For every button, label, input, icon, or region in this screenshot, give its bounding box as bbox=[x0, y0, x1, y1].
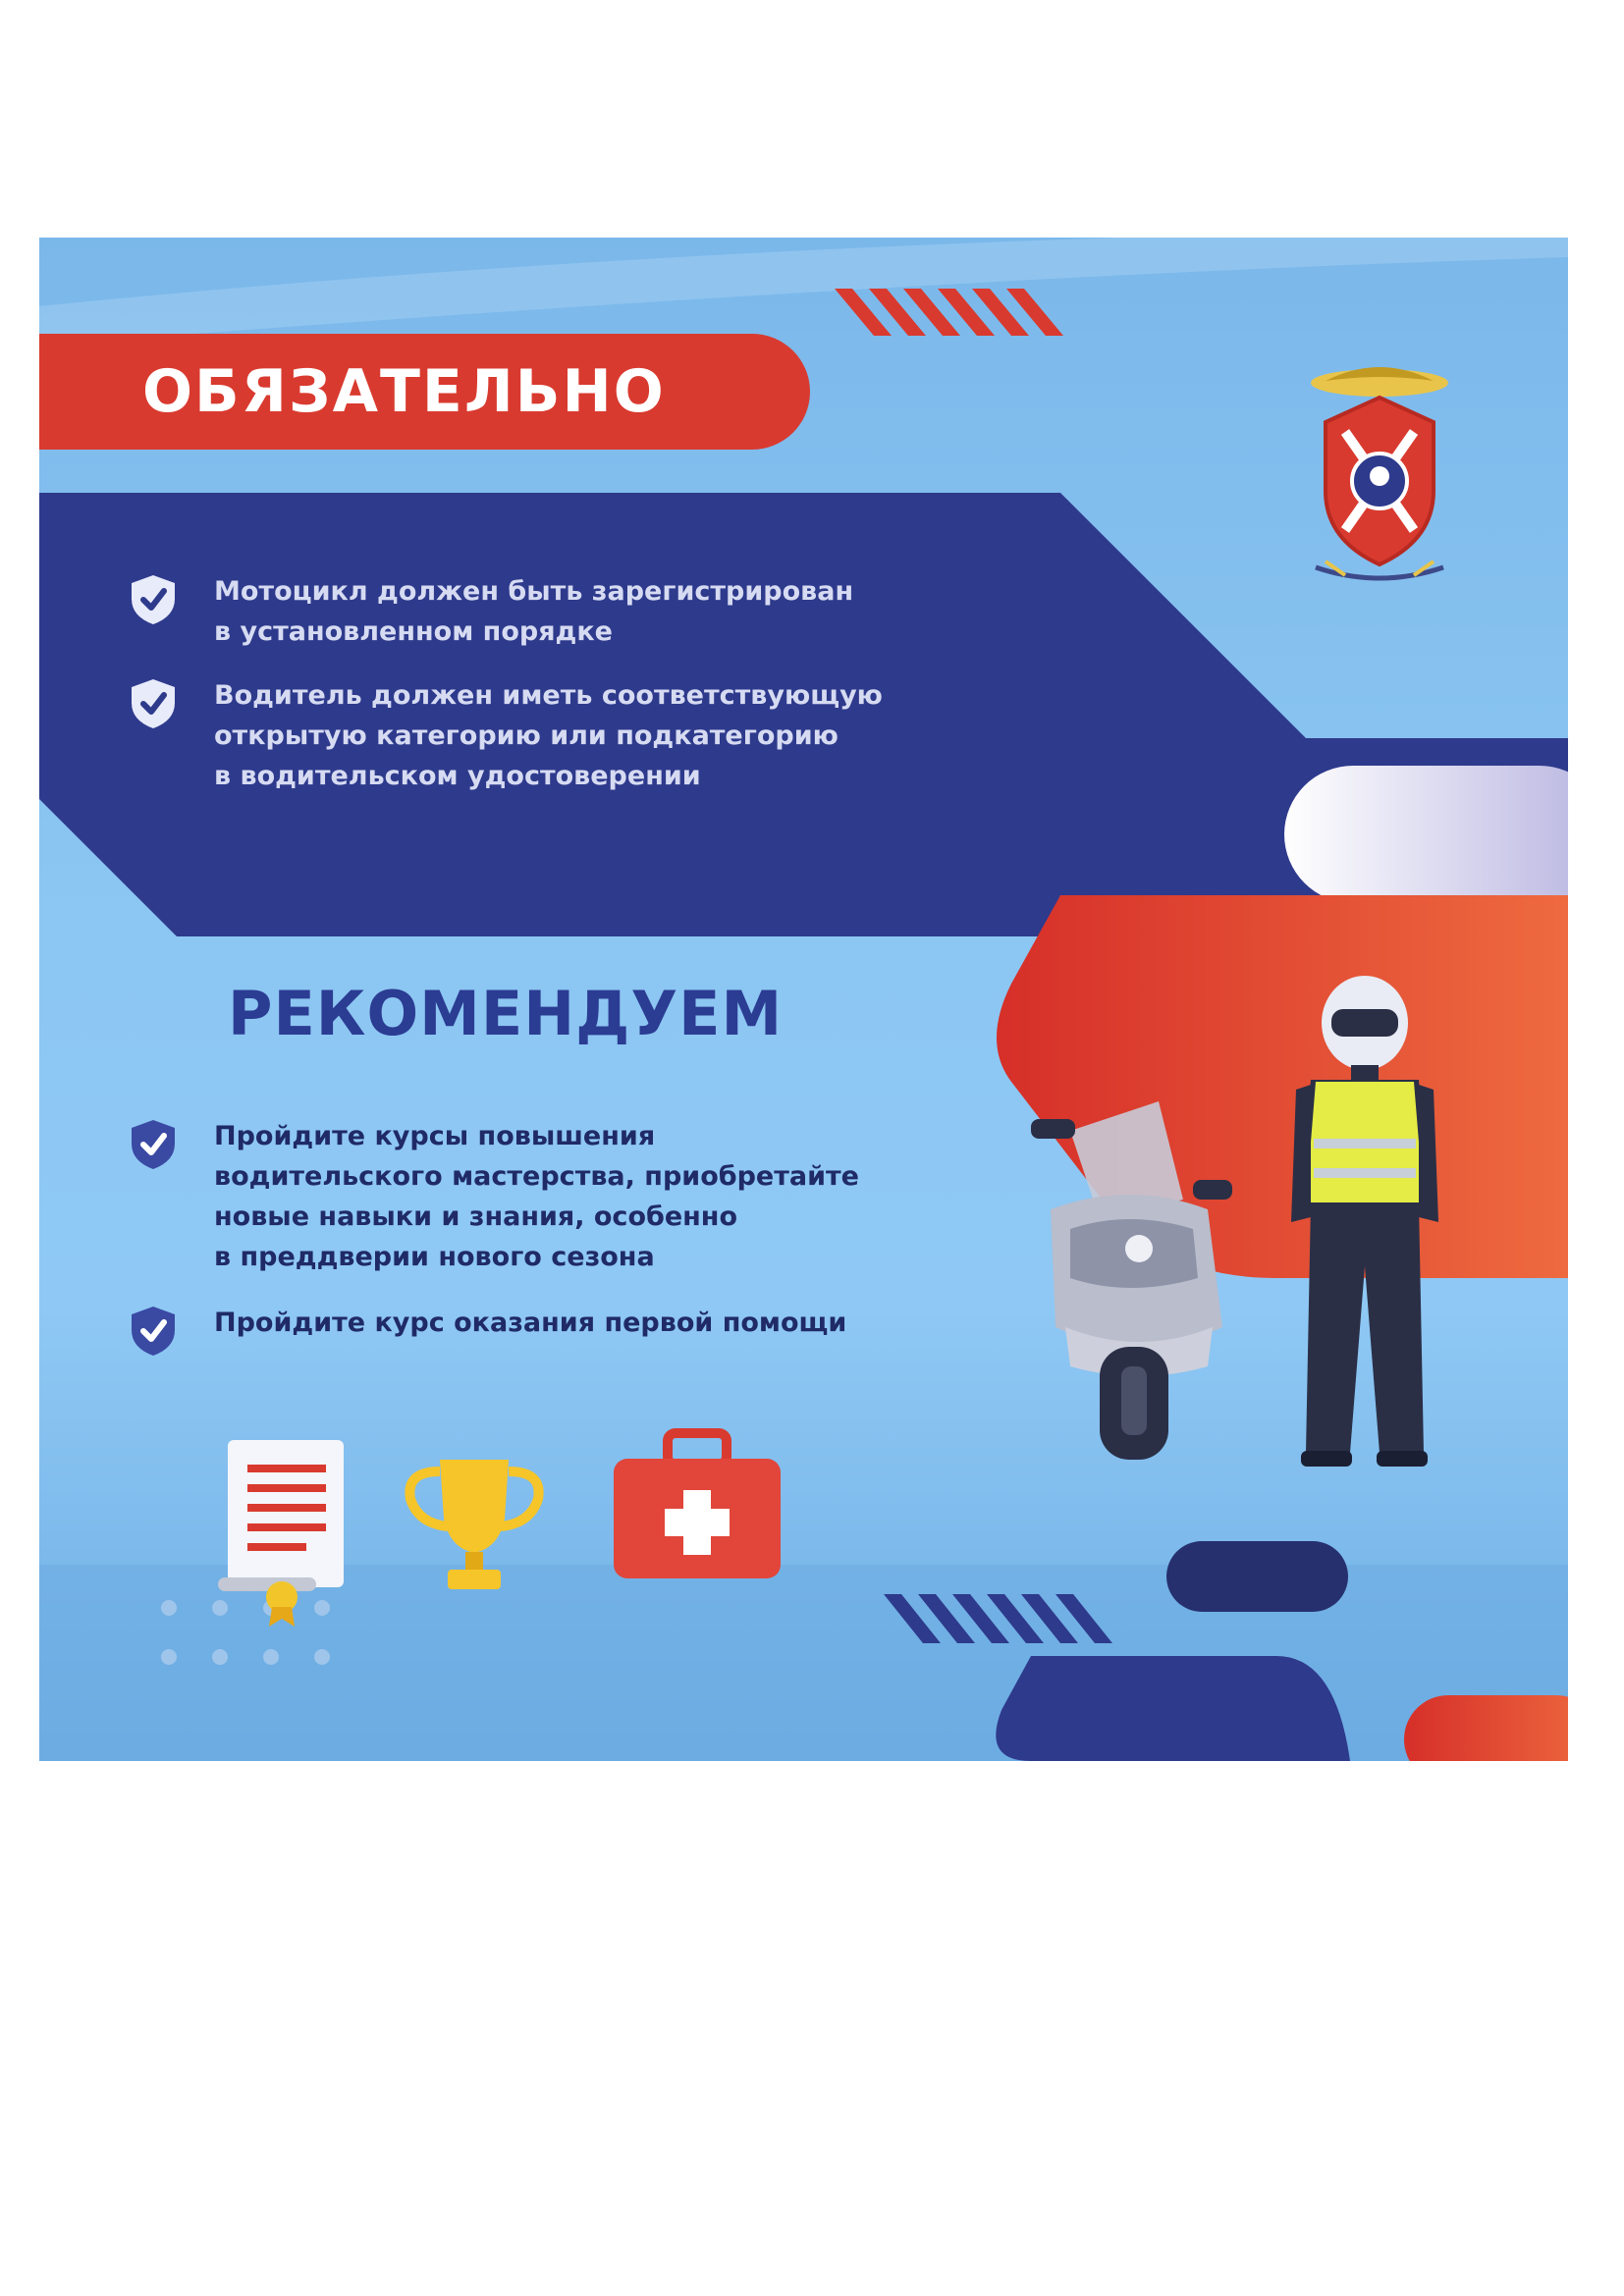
shield-check-icon bbox=[126, 1116, 181, 1171]
police-emblem-icon bbox=[1296, 344, 1463, 589]
recommend-item-text: Пройдите курсы повышения водительского мастерства, приобретайте новые навыки и знания, особенно в преддверии нового сезона bbox=[214, 1121, 859, 1272]
mandatory-item bbox=[126, 571, 853, 652]
mandatory-item-text: Водитель должен иметь соответствующую открытую категорию или подкатегорию в водительском удостоверении bbox=[214, 680, 883, 791]
certificate-icon bbox=[218, 1440, 351, 1627]
mandatory-title: ОБЯЗАТЕЛЬНО bbox=[142, 357, 666, 426]
trophy-icon bbox=[401, 1450, 548, 1597]
navy-pill-small bbox=[1166, 1541, 1348, 1612]
recommend-item bbox=[126, 1116, 859, 1277]
navy-shape-bottom bbox=[996, 1656, 1350, 1761]
first-aid-kit-icon bbox=[609, 1425, 785, 1582]
poster bbox=[39, 238, 1568, 1761]
shield-check-icon bbox=[126, 1303, 181, 1358]
motorcycle-illustration bbox=[1011, 1082, 1257, 1465]
recommend-item bbox=[126, 1303, 846, 1358]
mandatory-item-text: Мотоцикл должен быть зарегистрирован в установленном порядке bbox=[214, 576, 854, 647]
white-pill bbox=[1284, 766, 1568, 903]
recommend-title: РЕКОМЕНДУЕМ bbox=[228, 978, 784, 1049]
shield-check-icon bbox=[126, 675, 181, 730]
red-stripes bbox=[835, 289, 1063, 336]
recommend-item-text: Пройдите курс оказания первой помощи bbox=[214, 1308, 847, 1338]
rider-illustration bbox=[1267, 972, 1463, 1472]
shield-check-icon bbox=[126, 571, 181, 626]
mandatory-item bbox=[126, 675, 883, 796]
red-pill-bottom bbox=[1404, 1695, 1568, 1761]
